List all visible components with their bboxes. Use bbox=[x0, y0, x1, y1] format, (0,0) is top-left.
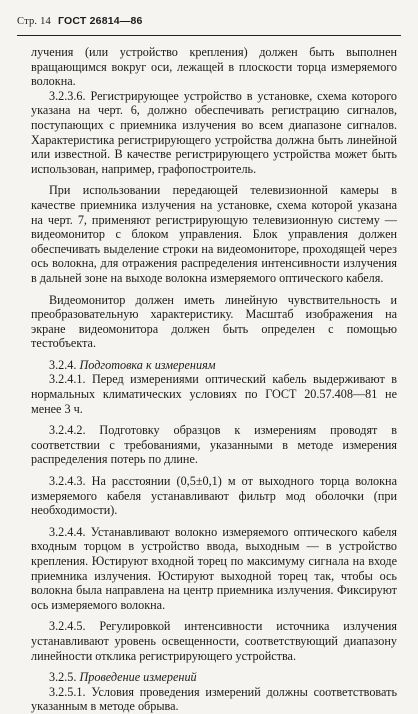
section-number: 3.2.5. bbox=[49, 670, 77, 685]
paragraph: лучения (или устройство крепления) должен быть выполнен вращающимся вокруг оси, лежащей в плоскости торца измеряемого волокна. bbox=[31, 45, 397, 89]
page-header bbox=[17, 15, 143, 27]
paragraph: 3.2.4.3. На расстоянии (0,5±0,1) м от выходного торца волокна измеряемого кабеля устанавливают фильтр мод оболочки (при необходимости). bbox=[31, 474, 397, 518]
paragraph: 3.2.4.5. Регулировкой интенсивности источника излучения устанавливают уровень освещенности, соответствующий диапазону линейности отклика регистрирующего устройства. bbox=[31, 619, 397, 663]
paragraph: 3.2.5.1. Условия проведения измерений должны соответствовать указанным в методе обрыва. bbox=[31, 684, 397, 714]
section-number: 3.2.4. bbox=[49, 357, 77, 372]
section-title: Подготовка к измерениям bbox=[79, 357, 216, 372]
page-label: Стр. 14 bbox=[17, 16, 51, 27]
paragraph: 3.2.4.1. Перед измерениями оптический кабель выдерживают в нормальных климатических условиях по ГОСТ 20.57.408—81 не менее 3 ч. bbox=[31, 372, 397, 416]
document-body bbox=[31, 45, 397, 714]
section-heading bbox=[31, 358, 397, 373]
paragraph: 3.2.4.4. Устанавливают волокно измеряемого оптического кабеля входным торцом в устройство ввода, выходным — в устройство крепления. Юстируют входной торец по максимуму сигнала на входе приемника излучения. Юстируют выходной торец так, чтобы ось волокна была направлена на центр приемника излучения. Фиксируют ось измеряемого волокна. bbox=[31, 524, 397, 612]
paragraph: При использовании передающей телевизионной камеры в качестве приемника излучения на установке, схема которой указана на черт. 7, применяют регистрирующую телевизионную систему — видеомонитор с блоком управления. Блок управления должен обеспечивать выделение строки на видеомониторе, проходящей через ось волокна, для отражения распределения интенсивности излучения в дальней зоне на выходе волокна измеряемого оптического кабеля. bbox=[31, 183, 397, 285]
section-title: Проведение измерений bbox=[79, 670, 197, 685]
standard-number: ГОСТ 26814—86 bbox=[57, 15, 143, 27]
paragraph: 3.2.3.6. Регистрирующее устройство в установке, схема которого указана на черт. 6, должно обеспечивать регистрацию сигналов, поступающих с приемника излучения во всем диапазоне сигналов. Характеристика регистрирующего устройства должна быть линейной или известной. В качестве регистрирующего устройства может быть использован, например, графопостроитель. bbox=[31, 88, 397, 176]
paragraph: 3.2.4.2. Подготовку образцов к измерениям проводят в соответствии с требованиями, указанными в методе измерения распределения потерь по длине. bbox=[31, 423, 397, 467]
section-heading bbox=[31, 670, 397, 685]
paragraph: Видеомонитор должен иметь линейную чувствительность и преобразовательную характеристику. Масштаб изображения на экране видеомонитора должен быть определен с помощью тестобъекта. bbox=[31, 292, 397, 351]
header-rule bbox=[17, 35, 401, 36]
